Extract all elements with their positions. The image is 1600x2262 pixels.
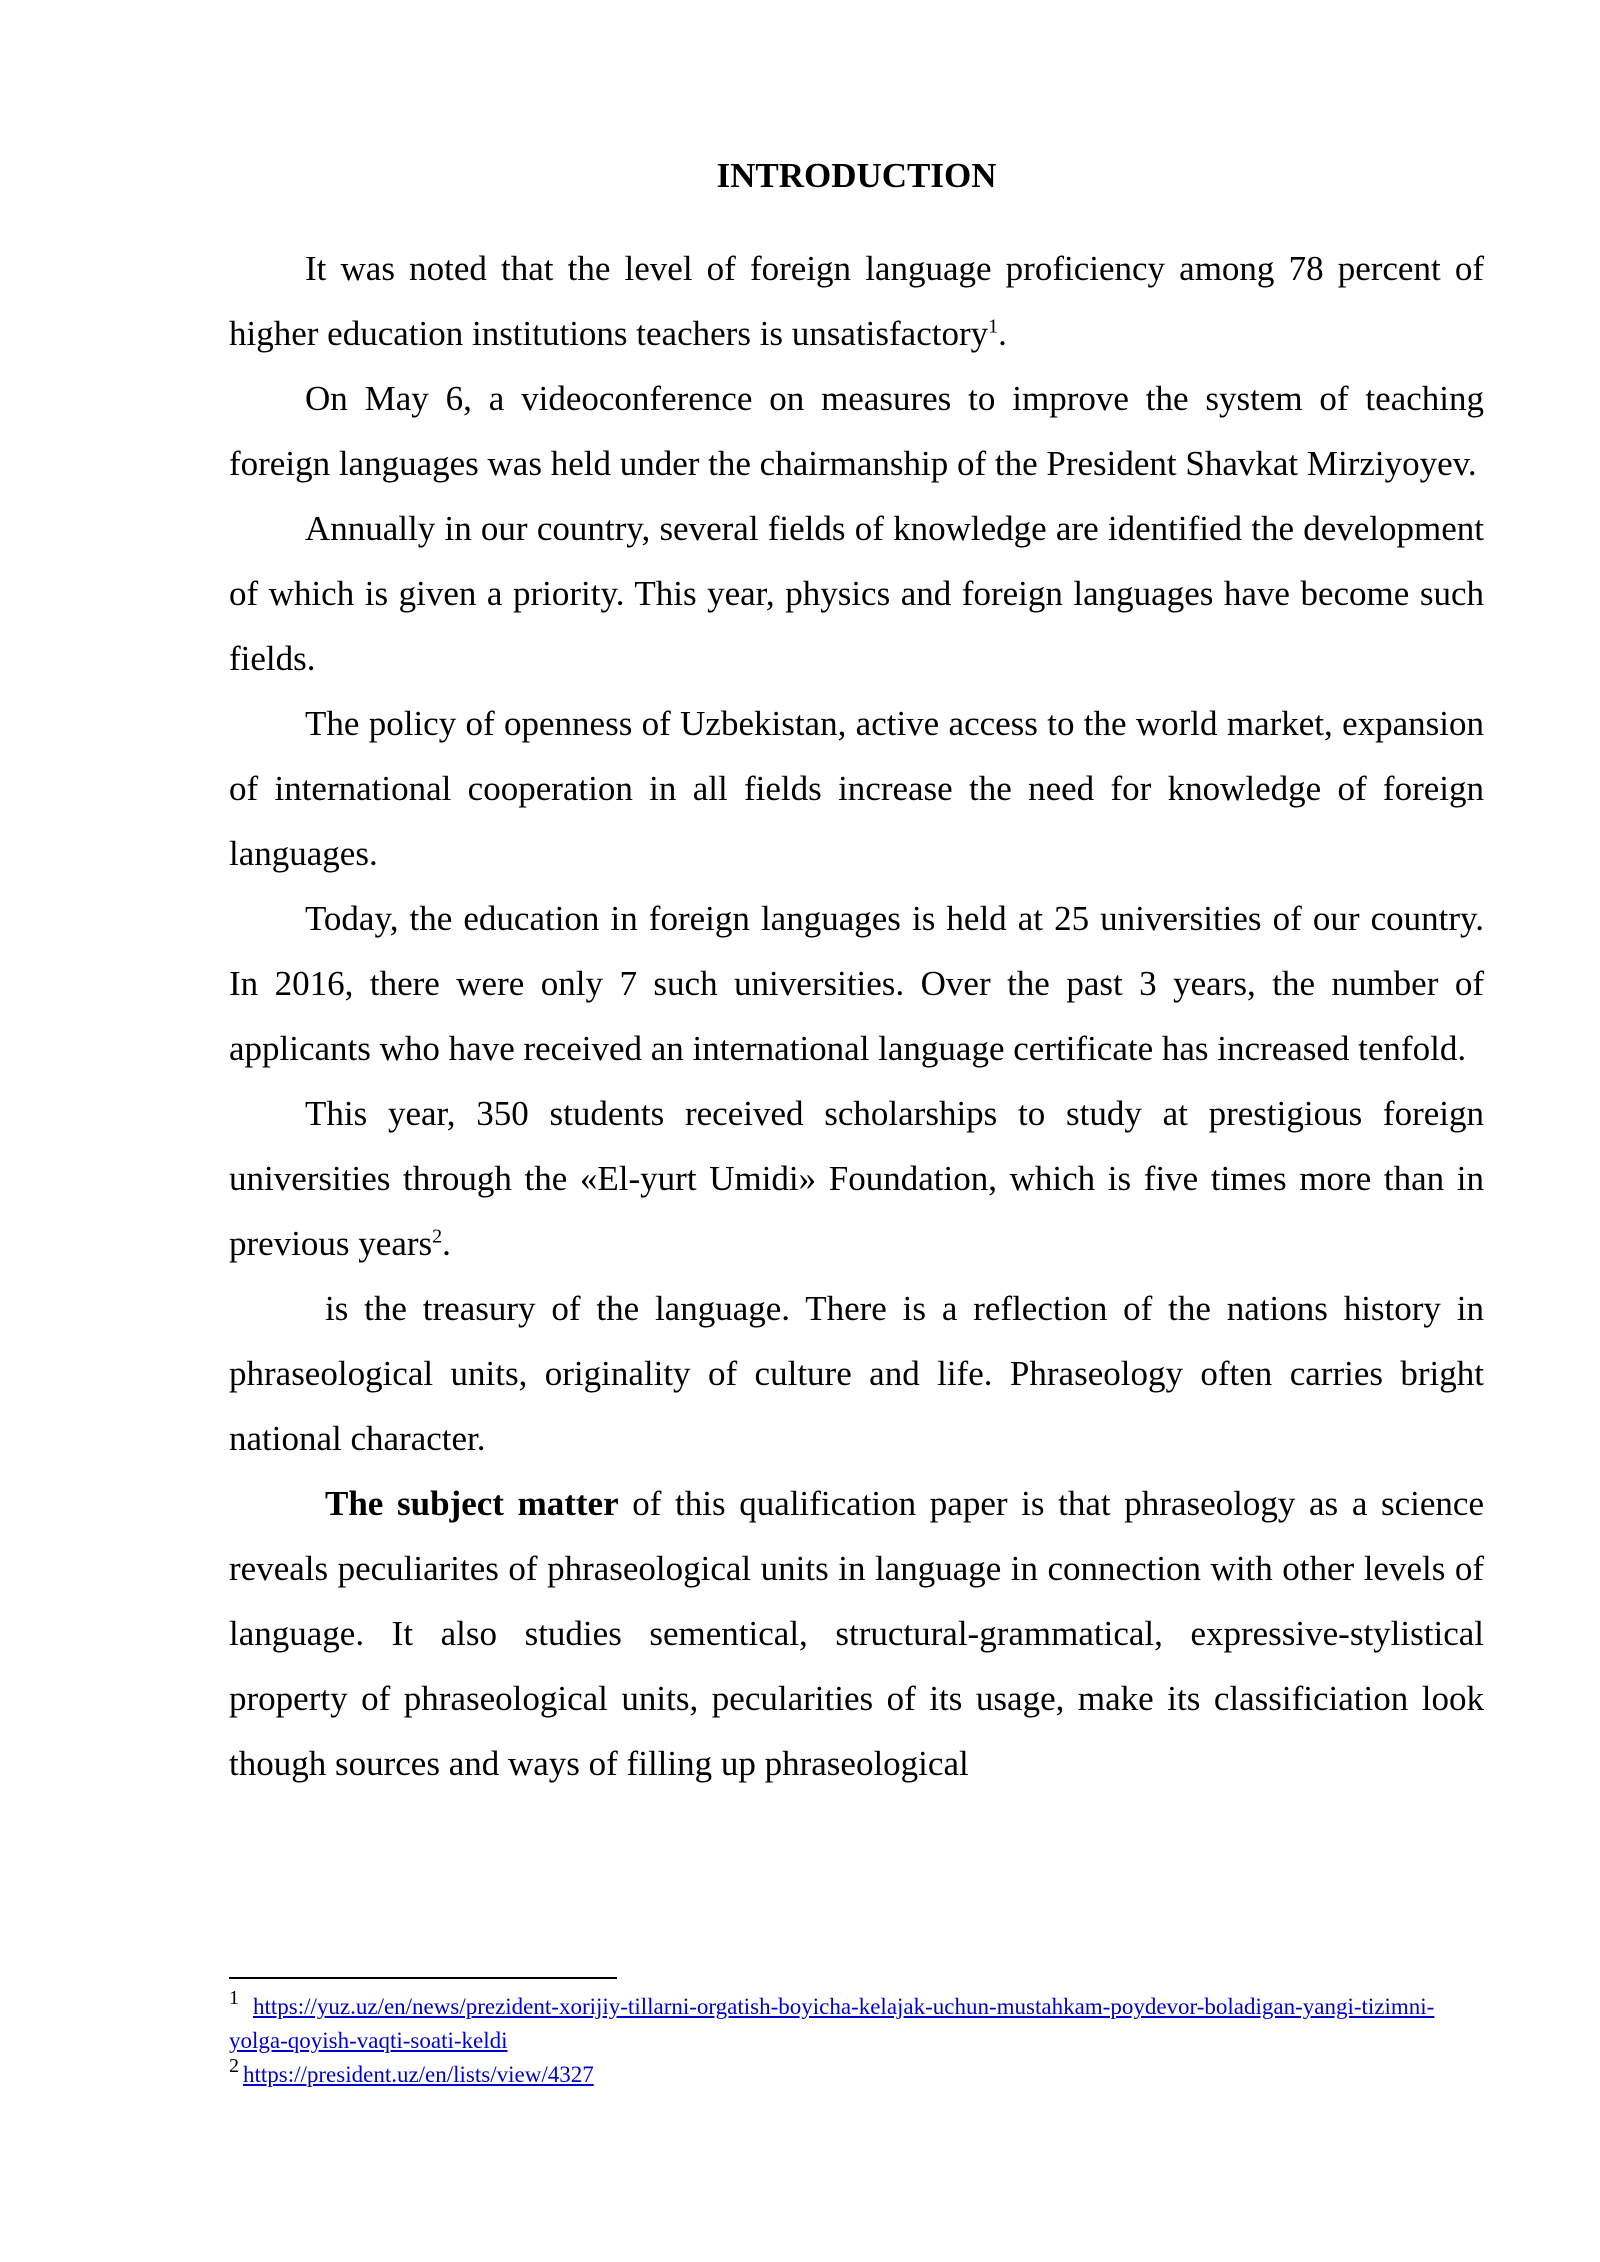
footnote-link[interactable]: https://yuz.uz/en/news/prezident-xorijiy-tillarni-orgatish-boyicha-kelajak-uchun-mustahkam-poydevor-boladigan-yangi-tizimni-yolga-qoyish-vaqti-soati-keldi xyxy=(229,1994,1435,2053)
paragraph: is the treasury of the language. There is a reflection of the nations history in phraseological units, originality of culture and life. Phraseology often carries bright national character. xyxy=(229,1289,1484,1458)
paragraph: Today, the education in foreign languages is held at 25 universities of our country. In 2016, there were only 7 such universities. Over the past 3 years, the number of applicants who have received an international language certificate has increased tenfold. xyxy=(229,899,1484,1068)
body-text xyxy=(229,236,1484,1796)
footnote-reference[interactable]: 1 xyxy=(988,315,999,338)
footnote-reference[interactable]: 2 xyxy=(432,1225,443,1248)
paragraph-tail: . xyxy=(998,314,1007,353)
footnote-number: 1 xyxy=(229,1987,239,2009)
paragraph xyxy=(229,1471,1484,1796)
footnote-link[interactable]: https://president.uz/en/lists/view/4327 xyxy=(243,2062,594,2087)
footnote-number: 2 xyxy=(229,2055,239,2077)
bold-lead-phrase: The subject matter xyxy=(325,1484,619,1523)
paragraph: On May 6, a videoconference on measures to improve the system of teaching foreign languages was held under the chairmanship of the President Shavkat Mirziyoyev. xyxy=(229,379,1484,483)
page-title: INTRODUCTION xyxy=(716,156,997,195)
footnotes xyxy=(229,1987,1484,2092)
footnote xyxy=(229,2055,1484,2092)
paragraph: The policy of openness of Uzbekistan, active access to the world market, expansion of international cooperation in all fields increase the need for knowledge of foreign languages. xyxy=(229,704,1484,873)
paragraph: Annually in our country, several fields of knowledge are identified the development of which is given a priority. This year, physics and foreign languages have become such fields. xyxy=(229,509,1484,678)
footnote-separator xyxy=(229,1977,617,1979)
paragraph xyxy=(229,236,1484,366)
paragraph-text: It was noted that the level of foreign language proficiency among 78 percent of higher education institutions teachers is unsatisfactory xyxy=(229,249,1484,353)
paragraph xyxy=(229,1081,1484,1276)
paragraph-tail: . xyxy=(442,1224,451,1263)
paragraph-text: of this qualification paper is that phraseology as a science reveals peculiarites of phraseological units in language in connection with other levels of language. It also studies sementical, structural-grammatical, expressive-stylistical property of phraseological units, pecularities of its usage, make its classificiation look though sources and ways of filling up phraseological xyxy=(229,1484,1484,1783)
footnote xyxy=(229,1987,1484,2058)
paragraph-text: This year, 350 students received scholarships to study at prestigious foreign universities through the «El-yurt Umidi» Foundation, which is five times more than in previous years xyxy=(229,1094,1484,1263)
